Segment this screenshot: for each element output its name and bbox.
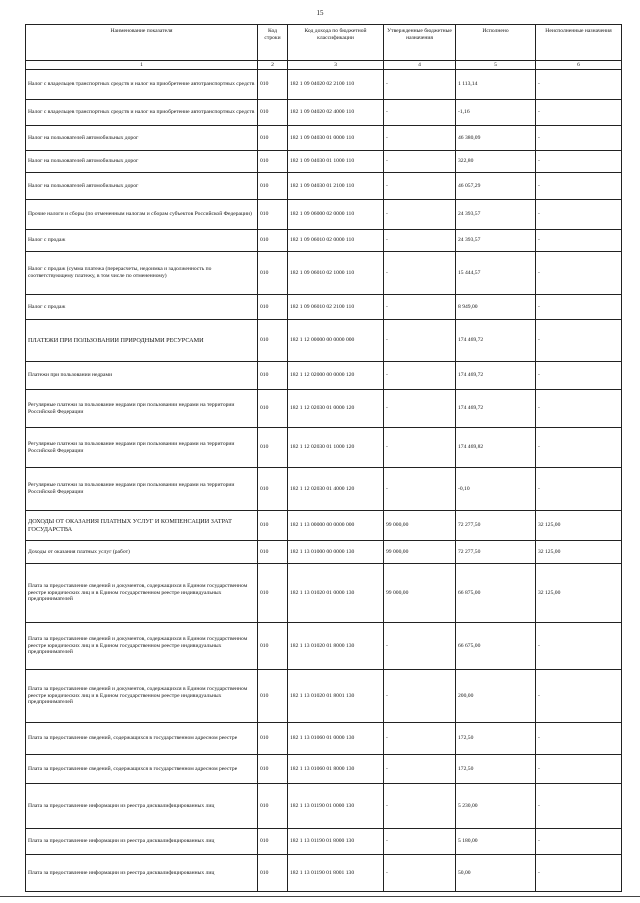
row-kbk-cell: 182 1 09 06010 02 2100 110 [288, 295, 384, 320]
table-row [26, 623, 622, 670]
row-name-cell: Плата за предоставление сведений, содержащихся в государственном адресном реестре [26, 755, 258, 784]
row-unexecuted-cell: - [536, 670, 622, 723]
row-kbk-cell: 182 1 12 02030 01 0000 120 [288, 390, 384, 428]
row-unexecuted-cell: - [536, 623, 622, 670]
row-executed-cell: 322,80 [456, 151, 536, 173]
table-row [26, 252, 622, 295]
row-unexecuted-cell: - [536, 723, 622, 755]
row-approved-cell: - [384, 230, 456, 252]
row-kbk-cell: 182 1 09 04020 02 4000 110 [288, 100, 384, 126]
row-code-cell: 010 [258, 151, 288, 173]
table-row [26, 295, 622, 320]
row-kbk-cell: 182 1 13 01190 01 0000 130 [288, 784, 384, 829]
row-code-cell: 010 [258, 126, 288, 151]
table-row [26, 755, 622, 784]
row-code-cell: 010 [258, 468, 288, 511]
table-row [26, 320, 622, 362]
row-unexecuted-cell: - [536, 200, 622, 230]
row-executed-cell: 24 393,57 [456, 200, 536, 230]
row-executed-cell: -1,16 [456, 100, 536, 126]
row-name-cell: Налог с продаж [26, 295, 258, 320]
table-row [26, 100, 622, 126]
row-approved-cell: - [384, 362, 456, 390]
row-unexecuted-cell: 32 125,00 [536, 564, 622, 623]
table-row [26, 173, 622, 200]
row-code-cell: 010 [258, 784, 288, 829]
row-approved-cell: - [384, 200, 456, 230]
table-row [26, 784, 622, 829]
row-code-cell: 010 [258, 362, 288, 390]
row-name-cell: Плата за предоставление информации из реестра дисквалифицированных лиц [26, 855, 258, 892]
table-row [26, 126, 622, 151]
row-executed-cell: 5 180,00 [456, 829, 536, 855]
row-name-cell: Плата за предоставление информации из реестра дисквалифицированных лиц [26, 784, 258, 829]
table-row [26, 390, 622, 428]
column-header-approved: Утвержденные бюджетные назначения [384, 25, 456, 61]
row-approved-cell: - [384, 755, 456, 784]
row-unexecuted-cell: - [536, 829, 622, 855]
row-executed-cell: 1 113,14 [456, 70, 536, 100]
row-code-cell: 010 [258, 829, 288, 855]
row-unexecuted-cell: - [536, 755, 622, 784]
row-executed-cell: 174 469,82 [456, 428, 536, 468]
row-executed-cell: 66 675,00 [456, 623, 536, 670]
table-row [26, 230, 622, 252]
row-approved-cell: - [384, 390, 456, 428]
row-code-cell: 010 [258, 252, 288, 295]
table-row [26, 829, 622, 855]
row-kbk-cell: 182 1 13 01000 00 0000 130 [288, 541, 384, 564]
row-approved-cell: - [384, 670, 456, 723]
row-code-cell: 010 [258, 70, 288, 100]
column-number: 4 [384, 61, 456, 70]
column-header-name: Наименование показателя [26, 25, 258, 61]
row-executed-cell: 72 277,50 [456, 541, 536, 564]
row-unexecuted-cell: - [536, 151, 622, 173]
row-code-cell: 010 [258, 723, 288, 755]
row-executed-cell: 172,50 [456, 755, 536, 784]
row-executed-cell: 15 444,57 [456, 252, 536, 295]
row-name-cell: ПЛАТЕЖИ ПРИ ПОЛЬЗОВАНИИ ПРИРОДНЫМИ РЕСУРСАМИ [26, 320, 258, 362]
row-code-cell: 010 [258, 623, 288, 670]
row-code-cell: 010 [258, 541, 288, 564]
row-approved-cell: - [384, 252, 456, 295]
row-code-cell: 010 [258, 755, 288, 784]
row-name-cell: ДОХОДЫ ОТ ОКАЗАНИЯ ПЛАТНЫХ УСЛУГ И КОМПЕНСАЦИИ ЗАТРАТ ГОСУДАРСТВА [26, 511, 258, 541]
row-kbk-cell: 182 1 09 04030 01 1000 110 [288, 151, 384, 173]
row-name-cell: Плата за предоставление сведений и документов, содержащихся в Едином государственном реестре юридических лиц и в Едином государственном реестре индивидуальных предпринимателей [26, 564, 258, 623]
row-unexecuted-cell: 32 125,00 [536, 541, 622, 564]
row-kbk-cell: 182 1 09 04030 01 2100 110 [288, 173, 384, 200]
column-header-code: Код строки [258, 25, 288, 61]
table-row [26, 468, 622, 511]
row-unexecuted-cell: - [536, 468, 622, 511]
row-executed-cell: -0,10 [456, 468, 536, 511]
row-executed-cell: 66 875,00 [456, 564, 536, 623]
row-kbk-cell: 182 1 13 01020 01 0000 130 [288, 564, 384, 623]
row-kbk-cell: 182 1 13 01190 01 8001 130 [288, 855, 384, 892]
header-row [26, 25, 622, 61]
row-name-cell: Плата за предоставление сведений, содержащихся в государственном адресном реестре [26, 723, 258, 755]
row-executed-cell: 50,00 [456, 855, 536, 892]
table-row [26, 428, 622, 468]
column-number: 3 [288, 61, 384, 70]
row-name-cell: Платежи при пользовании недрами [26, 362, 258, 390]
row-name-cell: Налог на пользователей автомобильных дорог [26, 126, 258, 151]
row-code-cell: 010 [258, 173, 288, 200]
row-unexecuted-cell: - [536, 320, 622, 362]
table-row [26, 723, 622, 755]
row-name-cell: Прочие налоги и сборы (по отмененным налогам и сборам субъектов Российской Федерации) [26, 200, 258, 230]
row-kbk-cell: 182 1 13 01020 01 8000 130 [288, 623, 384, 670]
row-kbk-cell: 182 1 09 06010 02 0000 110 [288, 230, 384, 252]
row-code-cell: 010 [258, 230, 288, 252]
row-kbk-cell: 182 1 13 00000 00 0000 000 [288, 511, 384, 541]
column-number: 6 [536, 61, 622, 70]
row-code-cell: 010 [258, 390, 288, 428]
row-unexecuted-cell: - [536, 70, 622, 100]
row-code-cell: 010 [258, 564, 288, 623]
row-unexecuted-cell: - [536, 173, 622, 200]
column-number: 5 [456, 61, 536, 70]
row-name-cell: Налог с продаж (сумма платежа (перерасчеты, недоимка и задолженность по соответствующему платежу, в том числе по отмененному) [26, 252, 258, 295]
table-row [26, 541, 622, 564]
row-executed-cell: 5 230,00 [456, 784, 536, 829]
table-row [26, 511, 622, 541]
row-unexecuted-cell: - [536, 126, 622, 151]
row-approved-cell: - [384, 100, 456, 126]
row-approved-cell: - [384, 70, 456, 100]
row-approved-cell: - [384, 784, 456, 829]
row-kbk-cell: 182 1 13 01060 01 8000 130 [288, 755, 384, 784]
row-executed-cell: 8 949,00 [456, 295, 536, 320]
row-executed-cell: 172,50 [456, 723, 536, 755]
column-number-row [26, 61, 622, 70]
row-name-cell: Плата за предоставление сведений и документов, содержащихся в Едином государственном реестре юридических лиц и в Едином государственном реестре индивидуальных предпринимателей [26, 670, 258, 723]
table-row [26, 362, 622, 390]
row-unexecuted-cell: - [536, 230, 622, 252]
row-code-cell: 010 [258, 100, 288, 126]
table-row [26, 855, 622, 892]
row-executed-cell: 72 277,50 [456, 511, 536, 541]
row-approved-cell: - [384, 151, 456, 173]
row-approved-cell: - [384, 623, 456, 670]
row-code-cell: 010 [258, 855, 288, 892]
column-number: 2 [258, 61, 288, 70]
row-executed-cell: 24 393,57 [456, 230, 536, 252]
row-kbk-cell: 182 1 09 06010 02 1000 110 [288, 252, 384, 295]
row-approved-cell: - [384, 173, 456, 200]
table-row [26, 70, 622, 100]
row-code-cell: 010 [258, 200, 288, 230]
row-executed-cell: 174 469,72 [456, 390, 536, 428]
row-kbk-cell: 182 1 13 01060 01 0000 130 [288, 723, 384, 755]
row-name-cell: Налог на пользователей автомобильных дорог [26, 151, 258, 173]
table-row [26, 670, 622, 723]
row-approved-cell: - [384, 320, 456, 362]
row-approved-cell: - [384, 295, 456, 320]
row-executed-cell: 46 057,29 [456, 173, 536, 200]
row-code-cell: 010 [258, 320, 288, 362]
row-kbk-cell: 182 1 12 00000 00 0000 000 [288, 320, 384, 362]
row-executed-cell: 46 380,09 [456, 126, 536, 151]
row-code-cell: 010 [258, 295, 288, 320]
table-row [26, 151, 622, 173]
row-name-cell: Плата за предоставление информации из реестра дисквалифицированных лиц [26, 829, 258, 855]
row-unexecuted-cell: - [536, 855, 622, 892]
row-executed-cell: 174 469,72 [456, 320, 536, 362]
page-number: 15 [316, 9, 324, 17]
row-approved-cell: 99 000,00 [384, 564, 456, 623]
row-name-cell: Налог с продаж [26, 230, 258, 252]
row-unexecuted-cell: - [536, 784, 622, 829]
row-kbk-cell: 182 1 12 02030 01 1000 120 [288, 428, 384, 468]
row-code-cell: 010 [258, 428, 288, 468]
row-approved-cell: - [384, 126, 456, 151]
row-approved-cell: - [384, 855, 456, 892]
row-kbk-cell: 182 1 09 06000 02 0000 110 [288, 200, 384, 230]
row-unexecuted-cell: - [536, 295, 622, 320]
row-approved-cell: 99 000,00 [384, 541, 456, 564]
row-unexecuted-cell: - [536, 362, 622, 390]
row-approved-cell: 99 000,00 [384, 511, 456, 541]
row-unexecuted-cell: - [536, 390, 622, 428]
row-name-cell: Плата за предоставление сведений и документов, содержащихся в Едином государственном реестре юридических лиц и в Едином государственном реестре индивидуальных предпринимателей [26, 623, 258, 670]
row-unexecuted-cell: - [536, 100, 622, 126]
column-header-kbk: Код дохода по бюджетной классификации [288, 25, 384, 61]
page-bottom-rule [0, 896, 640, 897]
row-code-cell: 010 [258, 511, 288, 541]
row-approved-cell: - [384, 428, 456, 468]
row-name-cell: Налог на пользователей автомобильных дорог [26, 173, 258, 200]
row-code-cell: 010 [258, 670, 288, 723]
row-unexecuted-cell: 32 125,00 [536, 511, 622, 541]
table-row [26, 564, 622, 623]
column-number: 1 [26, 61, 258, 70]
row-approved-cell: - [384, 723, 456, 755]
row-kbk-cell: 182 1 12 02000 00 0000 120 [288, 362, 384, 390]
row-executed-cell: 174 469,72 [456, 362, 536, 390]
row-name-cell: Регулярные платежи за пользование недрами при пользовании недрами на территории Российской Федерации [26, 390, 258, 428]
column-header-unexecuted: Неисполненные назначения [536, 25, 622, 61]
row-approved-cell: - [384, 468, 456, 511]
row-name-cell: Регулярные платежи за пользование недрами при пользовании недрами на территории Российской Федерации [26, 468, 258, 511]
row-unexecuted-cell: - [536, 252, 622, 295]
table-row [26, 200, 622, 230]
row-name-cell: Налог с владельцев транспортных средств и налог на приобретение автотранспортных средств [26, 70, 258, 100]
row-kbk-cell: 182 1 09 04020 02 2100 110 [288, 70, 384, 100]
row-name-cell: Доходы от оказания платных услуг (работ) [26, 541, 258, 564]
row-kbk-cell: 182 1 09 04030 01 0000 110 [288, 126, 384, 151]
row-approved-cell: - [384, 829, 456, 855]
row-executed-cell: 200,00 [456, 670, 536, 723]
row-kbk-cell: 182 1 13 01020 01 8001 130 [288, 670, 384, 723]
row-kbk-cell: 182 1 12 02030 01 4000 120 [288, 468, 384, 511]
row-name-cell: Регулярные платежи за пользование недрами при пользовании недрами на территории Российской Федерации [26, 428, 258, 468]
row-name-cell: Налог с владельцев транспортных средств и налог на приобретение автотранспортных средств [26, 100, 258, 126]
row-kbk-cell: 182 1 13 01190 01 8000 130 [288, 829, 384, 855]
column-header-executed: Исполнено [456, 25, 536, 61]
revenue-report-table [25, 24, 622, 892]
row-unexecuted-cell: - [536, 428, 622, 468]
